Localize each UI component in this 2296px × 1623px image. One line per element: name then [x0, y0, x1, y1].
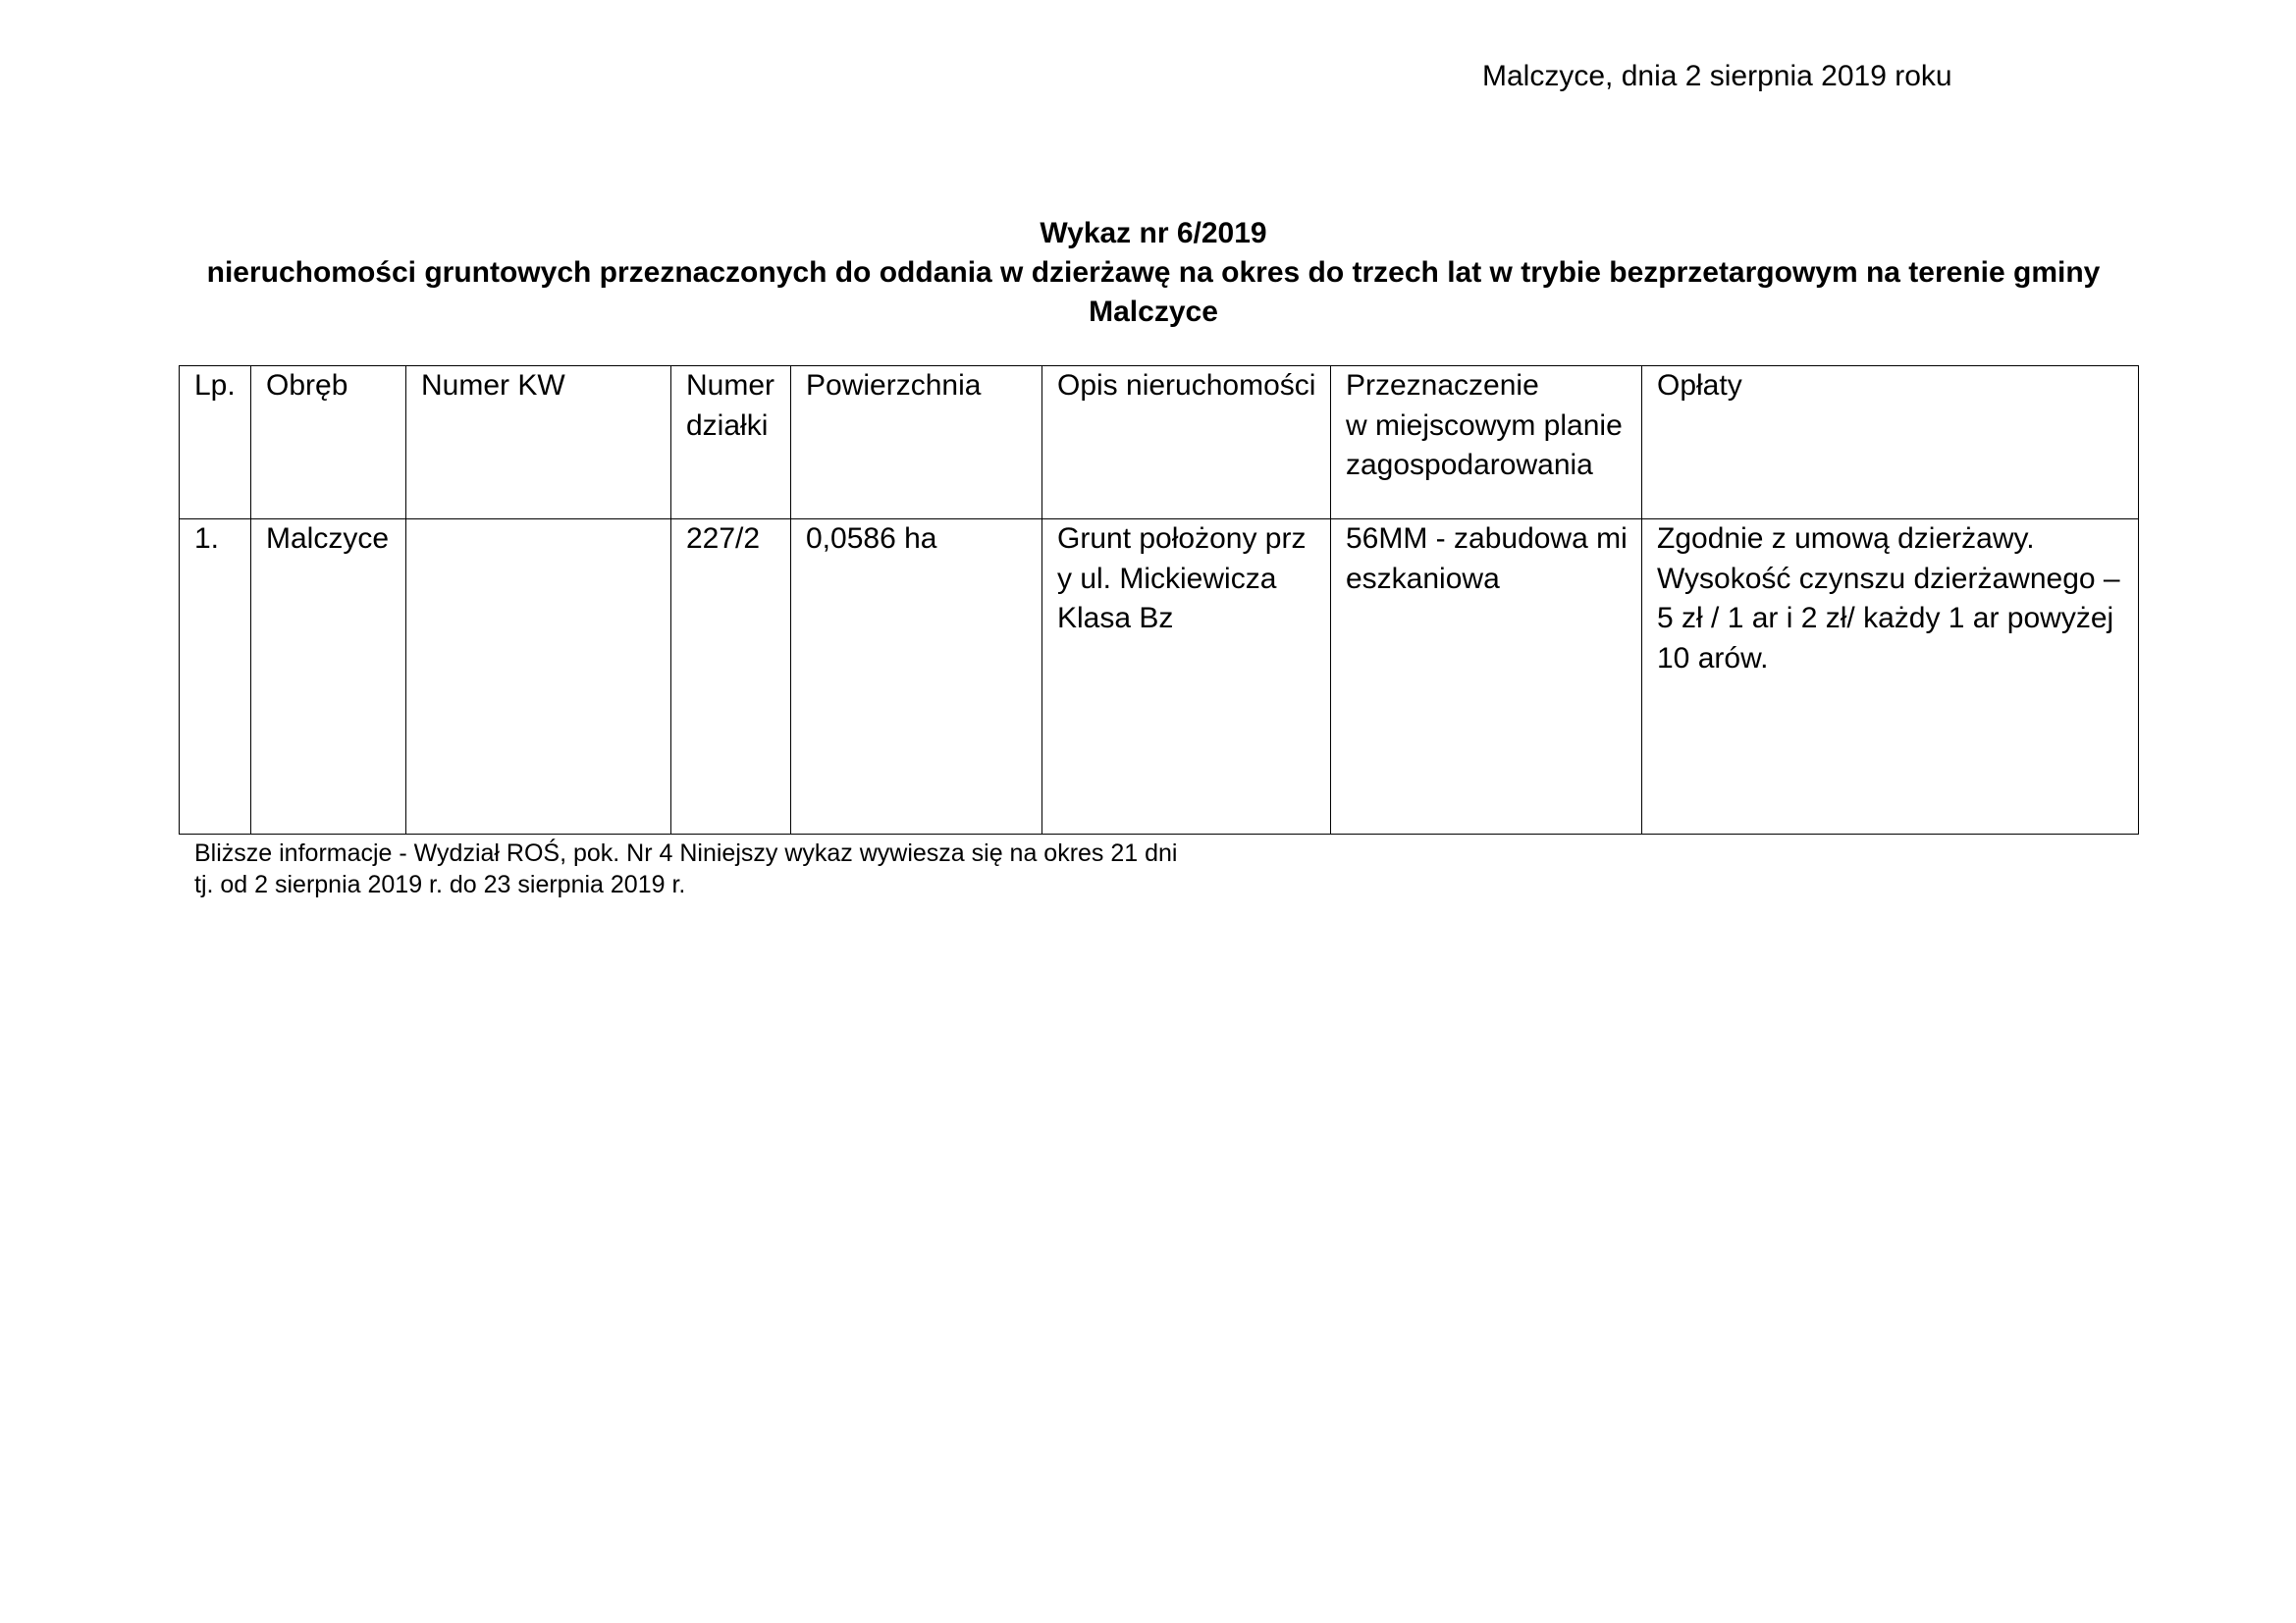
table-header-row: [180, 366, 2139, 519]
document-title: [177, 214, 2130, 332]
footer-note: Bliższe informacje - Wydział ROŚ, pok. Nr 4 Niniejszy wykaz wywiesza się na okres 21 dni tj. od 2 sierpnia 2019 r. do 23 sierpnia 2019 r.: [194, 839, 1178, 898]
cell-numer-dzialki: 227/2: [671, 519, 791, 835]
column-header-lp: Lp.: [180, 366, 251, 519]
column-header-obreb: Obręb: [251, 366, 406, 519]
cell-powierzchnia: 0,0586 ha: [791, 519, 1042, 835]
title-subheading: nieruchomości gruntowych przeznaczonych do oddania w dzierżawę na okres do trzech lat w trybie bezprzetargowym na terenie gminy Malczyce: [206, 256, 2101, 328]
column-header-numer-kw: Numer KW: [406, 366, 671, 519]
cell-przeznaczenie: 56MM - zabudowa mieszkaniowa: [1331, 519, 1642, 835]
title-heading: Wykaz nr 6/2019: [1040, 217, 1267, 249]
property-list-table: [179, 365, 2139, 835]
cell-oplaty: Zgodnie z umową dzierżawy. Wysokość czynszu dzierżawnego – 5 zł / 1 ar i 2 zł/ każdy 1 ar powyżej 10 arów.: [1642, 519, 2139, 835]
cell-obreb: Malczyce: [251, 519, 406, 835]
column-header-numer-dzialki: Numer działki: [671, 366, 791, 519]
cell-lp: 1.: [180, 519, 251, 835]
column-header-opis: Opis nieruchomości: [1042, 366, 1331, 519]
document-date: Malczyce, dnia 2 sierpnia 2019 roku: [1482, 60, 1952, 92]
column-header-powierzchnia: Powierzchnia: [791, 366, 1042, 519]
column-header-oplaty: Opłaty: [1642, 366, 2139, 519]
cell-opis: Grunt położony przy ul. Mickiewicza Klasa Bz: [1042, 519, 1331, 835]
column-header-przeznaczenie: Przeznaczenie w miejscowym planie zagospodarowania: [1331, 366, 1642, 519]
table-row: [180, 519, 2139, 835]
cell-numer-kw: [406, 519, 671, 835]
